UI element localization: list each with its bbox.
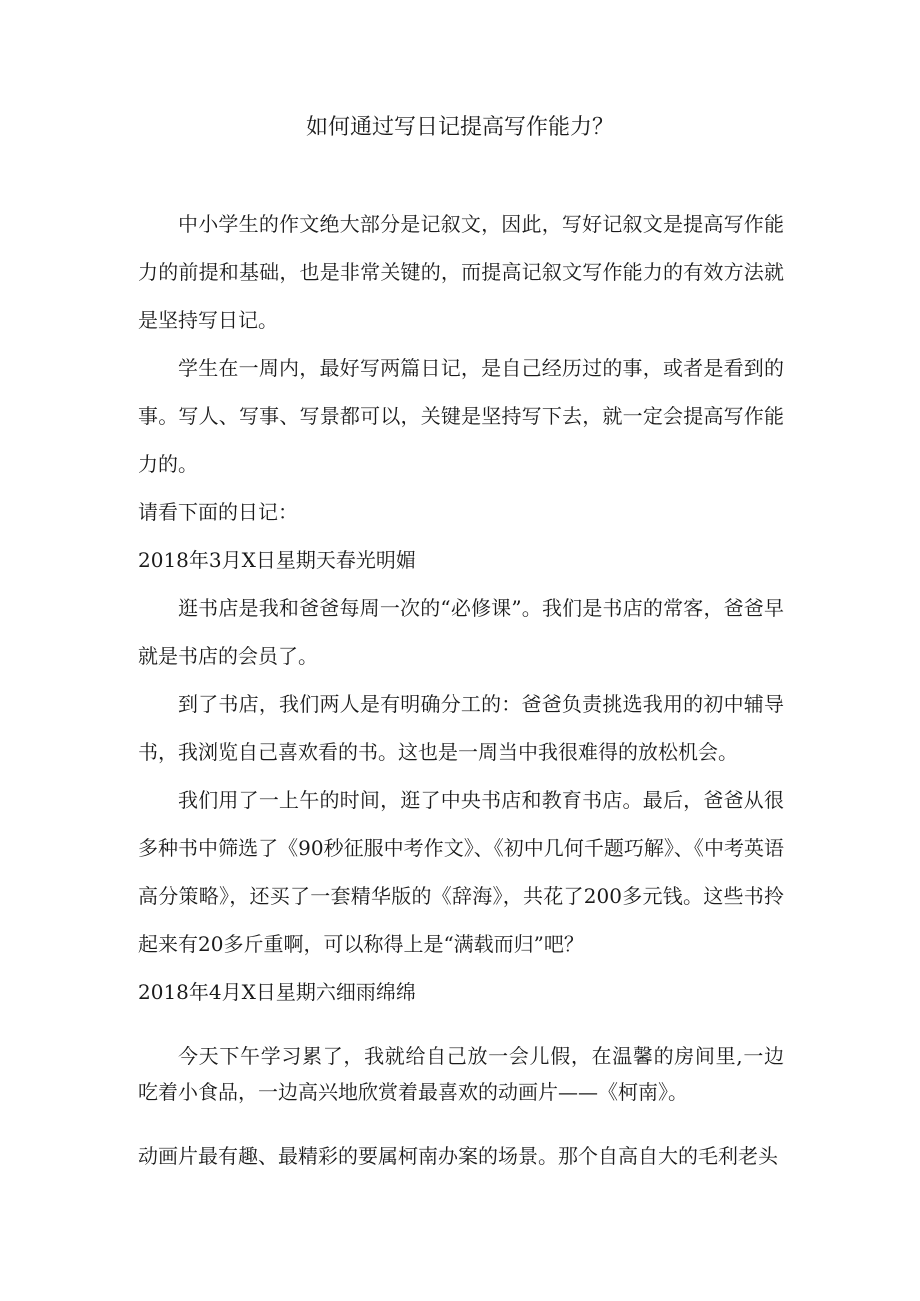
diary-date-heading-1: 2018年3月X日星期天春光明媚 xyxy=(138,548,416,572)
diary-2-paragraph-2: 动画片最有趣、最精彩的要属柯南办案的场景。那个自高自大的毛利老头 xyxy=(138,1144,778,1168)
diary-date-heading-2: 2018年4月X日星期六细雨绵绵 xyxy=(138,980,416,1004)
document-title: 如何通过写日记提高写作能力？ xyxy=(305,115,614,140)
document-body xyxy=(138,200,784,1180)
diary-1-paragraph-2: 到了书店，我们两人是有明确分工的：爸爸负责挑选我用的初中辅导书，我浏览自己喜欢看的书。这也是一周当中我很难得的放松机会。 xyxy=(138,692,784,764)
paragraph-lead-in: 请看下面的日记： xyxy=(138,500,298,524)
diary-1-paragraph-1: 逛书店是我和爸爸每周一次的“必修课”。我们是书店的常客，爸爸早就是书店的会员了。 xyxy=(138,596,784,668)
diary-1-paragraph-3: 我们用了一上午的时间，逛了中央书店和教育书店。最后，爸爸从很多种书中筛选了《90秒征服中考作文》、《初中几何千题巧解》、《中考英语高分策略》，还买了一套精华版的《辞海》，共花了200多元钱。这些书拎起来有20多斤重啊，可以称得上是“满载而归”吧？ xyxy=(138,788,784,956)
paragraph-advice: 学生在一周内，最好写两篇日记，是自己经历过的事，或者是看到的事。写人、写事、写景都可以，关键是坚持写下去，就一定会提高写作能力的。 xyxy=(138,356,784,476)
paragraph-intro: 中小学生的作文绝大部分是记叙文，因此，写好记叙文是提高写作能力的前提和基础，也是非常关键的，而提高记叙文写作能力的有效方法就是坚持写日记。 xyxy=(138,212,784,332)
diary-2-paragraph-1: 今天下午学习累了，我就给自己放一会儿假，在温馨的房间里,一边吃着小食品，一边高兴地欣赏着最喜欢的动画片——《柯南》。 xyxy=(138,1044,784,1104)
